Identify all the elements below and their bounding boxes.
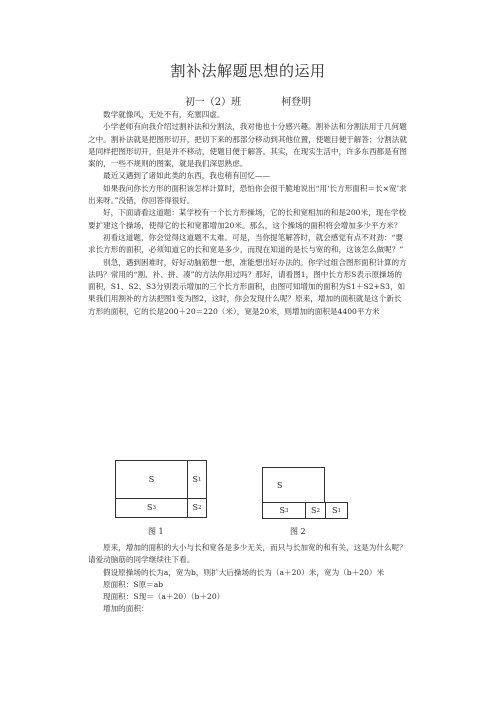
paragraph: 现面积：S现＝（a＋20）（b＋20）: [103, 592, 225, 602]
document-title: 割补法解题思想的运用: [170, 62, 326, 80]
figure-2: [262, 467, 368, 519]
fig2-cell-s1: S 1: [325, 502, 348, 519]
byline: [0, 93, 496, 108]
paragraph: 数学就像风，无处不有，充塞四虚。: [103, 110, 225, 119]
paragraph: 如果我问你长方形的面积该怎样计算时，恐怕你会很干脆地说出“用‘长方形面积＝长×宽’求出来呀。”没错，你回答得很好。: [88, 183, 407, 206]
fig1-cell-s3: S 3: [116, 498, 188, 517]
paragraph: 增加的面积：: [103, 604, 149, 614]
paragraph: 最近又遇到了诸如此类的东西，我也稍有回忆——: [103, 171, 271, 181]
figure-2-caption: 图 2: [290, 527, 306, 536]
fig2-cell-s: S: [262, 467, 325, 503]
paragraph: 初看这道题，你会觉得这道题不太难。可是，当你提笔解答时，就会感觉有点不对劲：“要求长方形的面积，必须知道它的长和宽是多少，而现在知道的是长与宽的和，这该怎么做呢？”: [88, 232, 404, 255]
fig2-cell-s2: S 2: [305, 502, 326, 519]
class-name: 初一（2）班: [184, 97, 242, 108]
paragraph: 好，下面请看这道题：某学校有一个长方形操场，它的长和宽相加的和是200米，现在学校要扩建这个操场，使得它的长和宽都增加20米。那么，这个操场的面积将会增加多少平方米？: [88, 208, 407, 230]
figure-1: [115, 460, 207, 518]
paragraph: 别急，遇到困难时，好好动脑筋想一想，准能想出好办法的。你学过组合图形面积计算的方法吗？常用的“割、补、拼、凑”的方法你用过吗？那好，请看图1，图中长方形S表示原操场的面积，S1、S2、S3分别表示增加的三个长方形面积，由图可知增加的面积为S1＋S2+S3，如果我们用割补的方法把图1变为图2，这时，你会发现什么呢？原来，增加的面积就是这个新长方形的面积，它的长是200＋20＝220（米），宽是20米，则增加的面积是4400平方米: [88, 257, 407, 316]
fig1-cell-s1: S 1: [187, 461, 207, 499]
fig2-cell-s3: S 3: [262, 502, 306, 519]
figure-1-caption: 图 1: [148, 527, 164, 536]
fig1-cell-s2: S 2: [192, 503, 202, 512]
author-name: 柯登明: [281, 97, 312, 108]
paragraph: 原面积：S原＝ab: [103, 579, 164, 589]
body-text-top: [88, 109, 408, 318]
body-text-bottom: [88, 542, 408, 616]
fig1-cell-s: S: [116, 461, 188, 499]
paragraph: 假设原操场的长为a，宽为b，则扩大后操场的长为（a＋20）米，宽为（b＋20）米: [103, 567, 385, 577]
paragraph: 小学老师有向我介绍过割补法和分割法，我对他也十分感兴趣。割补法和分割法用于几何题之中。割补法就是把图形切开，把切下来的那部分移动到其他位置，使题目便于解答；分割法就是同样把图形切开，但是并不移动，使题目便于解答。其实，在现实生活中，许多东西都是有图案的，一些不规则的图案，就是我们深思熟虑。: [88, 122, 407, 169]
paragraph: 原来，增加的面积的大小与长和宽各是多少无关，而只与长加宽的和有关，这是为什么呢？请爱动脑筋的同学继续往下看。: [88, 543, 407, 565]
